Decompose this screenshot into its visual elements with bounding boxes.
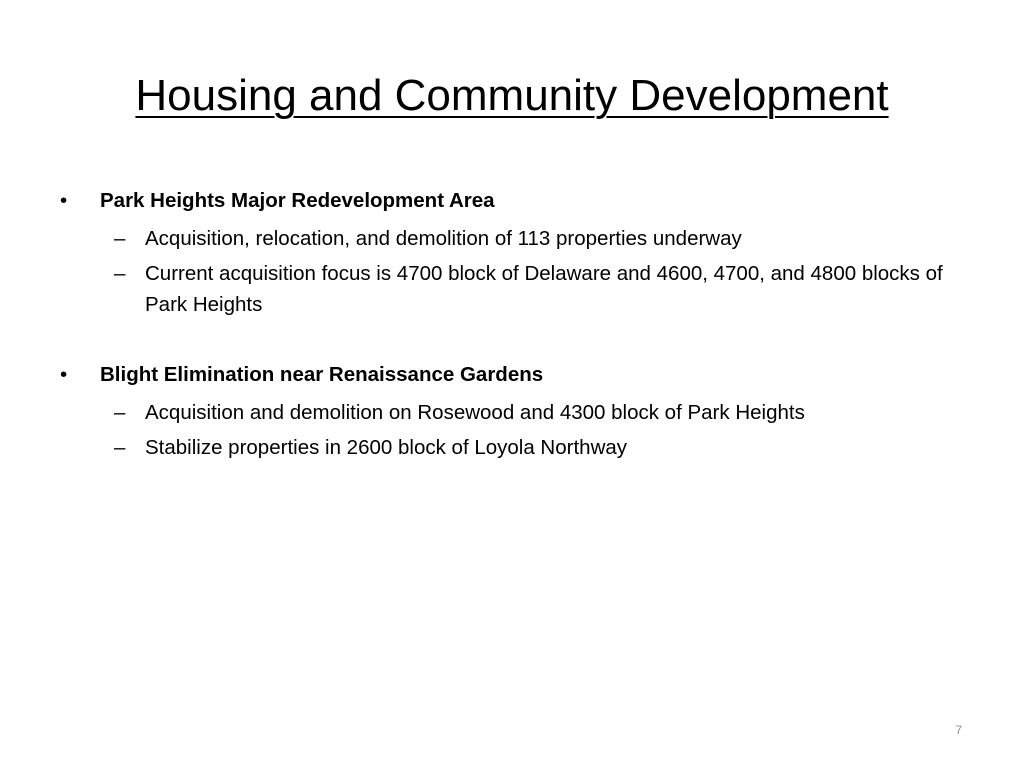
dash-icon: – [114, 436, 126, 459]
bullet-item [58, 357, 958, 393]
sub-bullet-item [58, 223, 958, 254]
section-blight-elimination [58, 357, 958, 463]
slide-title-text: Housing and Community Development [135, 71, 889, 120]
dash-icon: – [114, 227, 126, 250]
sub-bullet-text: Acquisition, relocation, and demolition of 113 properties underway [145, 227, 742, 250]
section-heading: Park Heights Major Redevelopment Area [100, 189, 495, 212]
section-heading: Blight Elimination near Renaissance Gardens [100, 363, 544, 386]
sub-bullet-item [58, 397, 958, 428]
section-park-heights [58, 183, 958, 320]
slide-body [58, 183, 958, 500]
bullet-icon: • [60, 363, 68, 386]
sub-bullet-text: Stabilize properties in 2600 block of Loyola Northway [145, 436, 628, 459]
slide-number: 7 [955, 723, 962, 737]
sub-bullet-item [58, 432, 958, 463]
bullet-item [58, 183, 958, 219]
sub-bullet-text: Current acquisition focus is 4700 block of Delaware and 4600, 4700, and 4800 blocks of Park Heights [145, 262, 943, 316]
sub-bullet-list [58, 223, 958, 320]
sub-bullet-text: Acquisition and demolition on Rosewood and 4300 block of Park Heights [145, 401, 805, 424]
sub-bullet-item [58, 258, 958, 320]
dash-icon: – [114, 401, 126, 424]
bullet-icon: • [60, 189, 68, 212]
dash-icon: – [114, 262, 126, 285]
sub-bullet-list [58, 397, 958, 463]
slide-title [0, 66, 1024, 126]
